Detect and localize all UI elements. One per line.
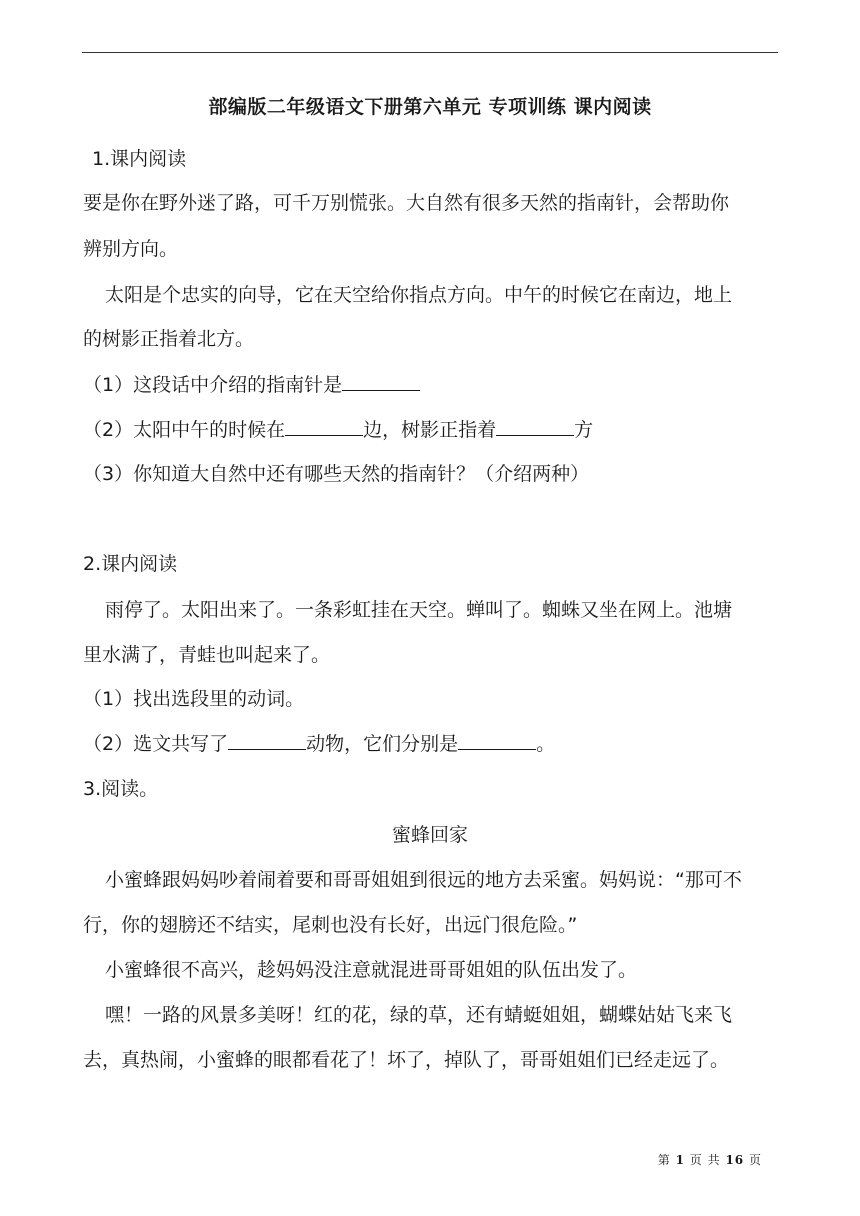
story-title: 蜜蜂回家: [391, 824, 468, 846]
page-title: 部编版二年级语文下册第六单元 专项训练 课内阅读: [208, 96, 652, 118]
q3-paragraph1-line1: 小蜜蜂跟妈妈吵着闹着要和哥哥姐姐到很远的地方去采蜜。妈妈说：“那可不: [105, 869, 742, 891]
footer-suffix: 页: [748, 1153, 762, 1167]
q2-paragraph-line1: 雨停了。太阳出来了。一条彩虹挂在天空。蝉叫了。蜘蛛又坐在网上。池塘: [105, 599, 733, 621]
q3-paragraph1-line2: 行，你的翅膀还不结实，尾刺也没有长好，出远门很危险。”: [83, 914, 578, 936]
footer-prefix: 第: [657, 1153, 671, 1167]
answer-blank[interactable]: [228, 731, 306, 750]
q1-subquestion1-text: （1）这段话中介绍的指南针是: [83, 374, 343, 396]
q3-paragraph3-line2: 去，真热闹，小蜜蜂的眼都看花了！坏了，掉队了，哥哥姐姐们已经走远了。: [83, 1049, 730, 1071]
q1-subquestion3: （3）你知道大自然中还有哪些天然的指南针？（介绍两种）: [83, 463, 590, 485]
q2-subquestion1: （1）找出选段里的动词。: [83, 688, 305, 710]
q3-paragraph3-line1: 嘿！一路的风景多美呀！红的花，绿的草，还有蜻蜓姐姐，蝴蝶姑姑飞来飞: [105, 1004, 733, 1026]
answer-blank[interactable]: [496, 417, 574, 436]
q1-paragraph1-line2: 辨别方向。: [83, 238, 179, 260]
q1-subquestion2: [83, 417, 593, 442]
q3-heading: 3.阅读。: [83, 778, 159, 800]
q2-heading: 2.课内阅读: [83, 553, 178, 575]
q2-subquestion2: [83, 731, 555, 756]
q1-paragraph2-line2: 的树影正指着北方。: [83, 328, 255, 350]
q1-subquestion2-text-b: 边，树影正指着: [363, 419, 497, 441]
q3-paragraph2-line1: 小蜜蜂很不高兴，趁妈妈没注意就混进哥哥姐姐的队伍出发了。: [105, 959, 638, 981]
q1-subquestion2-text-c: 方: [574, 419, 594, 441]
q1-paragraph2-line1: 太阳是个忠实的向导，它在天空给你指点方向。中午的时候它在南边，地上: [105, 284, 733, 306]
q1-paragraph1-line1: 要是你在野外迷了路，可千万别慌张。大自然有很多天然的指南针，会帮助你: [83, 192, 730, 214]
q1-subquestion1: [83, 372, 420, 397]
q2-subquestion2-text-b: 动物，它们分别是: [306, 733, 459, 755]
answer-blank[interactable]: [458, 731, 536, 750]
page-footer: [658, 1151, 762, 1168]
answer-blank[interactable]: [285, 417, 363, 436]
answer-blank[interactable]: [342, 372, 420, 391]
q2-subquestion2-text-a: （2）选文共写了: [83, 733, 229, 755]
footer-total-pages: 16: [725, 1153, 745, 1167]
q2-paragraph-line2: 里水满了，青蛙也叫起来了。: [83, 644, 331, 666]
q2-subquestion2-text-c: 。: [536, 733, 556, 755]
header-rule: [82, 52, 778, 53]
footer-page-number: 1: [675, 1153, 685, 1167]
q1-heading: 1.课内阅读: [92, 148, 187, 170]
footer-mid: 页 共: [689, 1153, 721, 1167]
q1-subquestion2-text-a: （2）太阳中午的时候在: [83, 419, 286, 441]
